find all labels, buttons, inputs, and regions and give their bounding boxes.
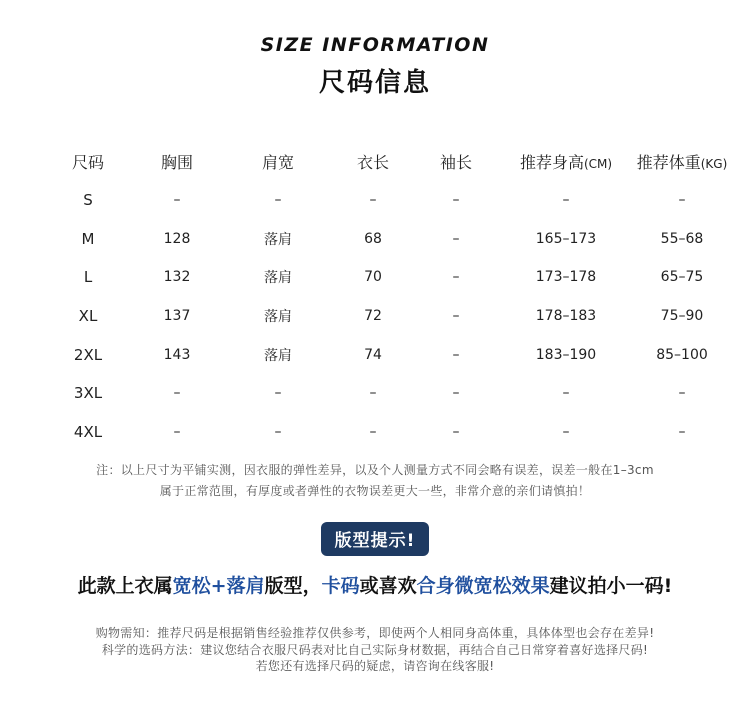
height-cell: 173–178: [535, 269, 597, 286]
sleeve-cell: –: [452, 192, 460, 209]
fit-tip-badge-wrap: [0, 522, 750, 556]
advice-text-2: 版型，: [264, 575, 322, 597]
header-sleeve: 袖长: [439, 152, 472, 172]
header-height-unit: (CM): [583, 156, 613, 171]
length-cell: –: [369, 423, 377, 440]
shoulder-cell: –: [274, 385, 282, 402]
size-cell: 3XL: [73, 384, 103, 403]
advice-text-4: 建议拍小一码!: [549, 575, 673, 597]
advice-highlight-2: 卡码: [321, 575, 360, 597]
chest-cell: –: [173, 385, 181, 402]
length-cell: –: [369, 192, 377, 209]
shoulder-cell: –: [274, 423, 282, 440]
page-title-en: SIZE INFORMATION: [260, 34, 490, 56]
size-cell: M: [81, 229, 95, 248]
size-cell: 2XL: [73, 345, 103, 364]
weight-cell: –: [678, 385, 686, 402]
chest-cell: 137: [163, 308, 191, 325]
advice-text-1: 此款上衣属: [77, 575, 173, 597]
chest-cell: –: [173, 423, 181, 440]
sleeve-cell: –: [452, 346, 460, 363]
table-row: [38, 297, 738, 336]
advice-text-3: 或喜欢: [359, 575, 417, 597]
header-length: 衣长: [356, 152, 389, 172]
weight-cell: –: [678, 423, 686, 440]
header-height: 推荐身高(CM): [519, 152, 613, 172]
shoulder-cell: 落肩: [264, 231, 292, 248]
shoulder-cell: 落肩: [264, 309, 292, 326]
weight-cell: 75–90: [660, 308, 704, 325]
shoulder-cell: 落肩: [264, 270, 292, 287]
length-cell: 70: [364, 269, 382, 286]
header-weight-unit: (KG): [700, 156, 728, 171]
sleeve-cell: –: [452, 423, 460, 440]
size-cell: L: [83, 268, 93, 287]
height-cell: 178–183: [535, 308, 597, 325]
advice-highlight-3: 合身微宽松效果: [416, 575, 550, 597]
page-title-cn: 尺码信息: [318, 68, 431, 98]
table-row: [38, 181, 738, 220]
height-cell: 165–173: [535, 230, 597, 247]
table-row: [38, 413, 738, 452]
advice-highlight-1: 宽松+落肩: [172, 575, 265, 597]
height-cell: 183–190: [535, 346, 597, 363]
header-weight: 推荐体重(KG): [636, 152, 728, 172]
size-cell: 4XL: [73, 422, 103, 441]
shoulder-cell: 落肩: [264, 347, 292, 364]
sleeve-cell: –: [452, 269, 460, 286]
chest-cell: –: [173, 192, 181, 209]
fit-advice: [0, 571, 750, 598]
length-cell: 68: [364, 230, 382, 247]
size-cell: XL: [78, 307, 98, 326]
shopping-notice-line1: 购物需知：推荐尺码是根据销售经验推荐仅供参考，即使两个人相同身高体重，具体体型也会存在差异!: [95, 626, 655, 640]
length-cell: 74: [364, 346, 382, 363]
table-row: [38, 220, 738, 259]
shopping-notice-line3: 若您还有选择尺码的疑虑，请咨询在线客服!: [255, 659, 495, 673]
height-cell: –: [562, 385, 570, 402]
measurement-note-line2: 属于正常范围，有厚度或者弹性的衣物误差更大一些，非常介意的亲们请慎拍！: [159, 484, 591, 498]
header-size: 尺码: [71, 152, 104, 172]
size-table: [38, 141, 738, 451]
sleeve-cell: –: [452, 230, 460, 247]
table-row: [38, 258, 738, 297]
table-header-row: [38, 141, 738, 181]
length-cell: 72: [364, 308, 382, 325]
height-cell: –: [562, 423, 570, 440]
table-row: [38, 335, 738, 374]
measurement-note-line1: 注：以上尺寸为平铺实测，因衣服的弹性差异，以及个人测量方式不同会略有误差，误差一般在1–3cm: [96, 463, 654, 477]
chest-cell: 132: [163, 269, 191, 286]
weight-cell: 85–100: [656, 346, 708, 363]
header-chest: 胸围: [160, 152, 193, 172]
sleeve-cell: –: [452, 385, 460, 402]
sleeve-cell: –: [452, 308, 460, 325]
size-cell: S: [83, 191, 93, 210]
chest-cell: 128: [163, 230, 191, 247]
weight-cell: –: [678, 192, 686, 209]
length-cell: –: [369, 385, 377, 402]
fit-tip-badge: 版型提示!: [321, 522, 430, 556]
table-row: [38, 374, 738, 413]
chest-cell: 143: [163, 346, 191, 363]
weight-cell: 65–75: [660, 269, 704, 286]
header-shoulder: 肩宽: [261, 152, 294, 172]
weight-cell: 55–68: [660, 230, 704, 247]
shoulder-cell: –: [274, 192, 282, 209]
shopping-notice-line2: 科学的选码方法：建议您结合衣服尺码表对比自己实际身材数据，再结合自己日常穿着喜好选择尺码!: [101, 643, 649, 657]
height-cell: –: [562, 192, 570, 209]
